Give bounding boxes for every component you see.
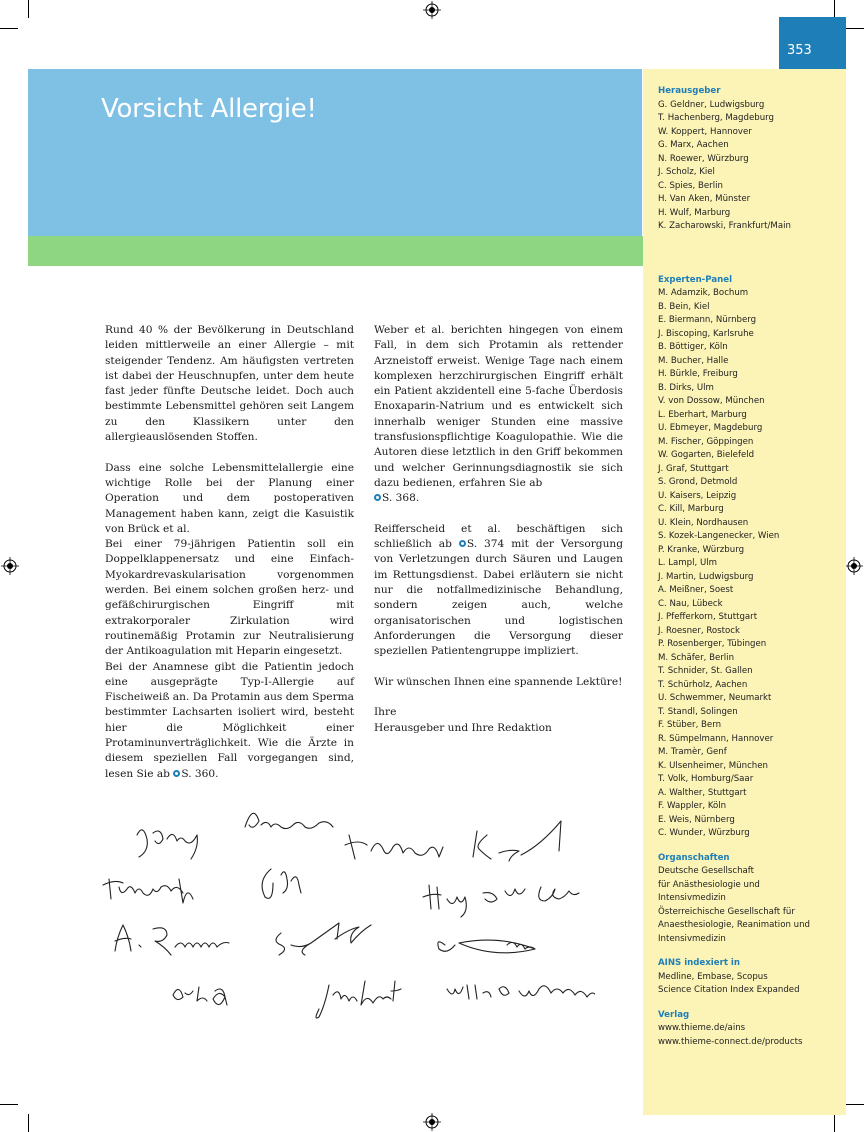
sidebar-list-item: J. Roesner, Rostock: [658, 625, 740, 636]
sidebar-list-item: W. Gogarten, Bielefeld: [658, 450, 755, 460]
sidebar-spacer: [658, 841, 844, 852]
sidebar-list-item: www.thieme.de/ains: [658, 1023, 746, 1033]
sidebar-list-item: E. Weis, Nürnberg: [658, 814, 735, 825]
sidebar-list-item: A. Walther, Stuttgart: [658, 787, 747, 798]
sidebar-list-item: Deutsche Gesellschaft: [658, 866, 755, 876]
sidebar-list-item: für Anästhesiologie und: [658, 879, 760, 890]
crop-mark: [846, 28, 864, 29]
registration-mark-icon: [423, 1, 441, 19]
sidebar-list-item: J. Scholz, Kiel: [658, 167, 715, 177]
verlag-heading: Verlag: [658, 1009, 690, 1020]
herausgeber-list: [658, 99, 844, 234]
registration-mark-icon: [845, 557, 863, 575]
sidebar-list-item: B. Bein, Kiel: [658, 301, 710, 312]
page-number: 353: [779, 17, 846, 67]
sidebar-spacer: [658, 946, 844, 957]
sidebar-list-item: B. Dirks, Ulm: [658, 382, 714, 393]
sidebar-list-item: M. Tramèr, Genf: [658, 747, 727, 757]
sidebar-list-item: L. Lampl, Ulm: [658, 558, 718, 568]
signature: [103, 879, 193, 903]
signature: [473, 821, 561, 861]
signature: [115, 925, 229, 955]
paragraph: Wir wünschen Ihnen eine spannende Lektüre!: [374, 675, 623, 688]
paragraph: Rund 40 % der Bevölkerung in Deutschland leiden mittlerweile an einer Allergie – mit steigender Tendenz. Am häufigsten vertreten ist dabei der Heuschnupfen, unter dem heute fast jeder fünfte Deutsche leidet. Doch auch bestimmte Lebensmittel gehören seit Langem zu den Klassikern unter den allergieauslösenden Stoffen.: [105, 324, 354, 444]
sidebar-list-item: C. Spies, Berlin: [658, 180, 723, 191]
paragraph-text: mit der Versorgung von Verletzungen durch Säuren und Laugen im Rettungsdienst. Dabei erläutern sie nicht nur die notfallmedizinische Behandlung, sondern zeigen auch, welche organisatorischen und logistischen Anforderungen die Versorgung dieser speziellen Patientengruppe impliziert.: [374, 538, 624, 658]
experten-list: [658, 287, 844, 841]
sidebar-list-item: U. Ebmeyer, Magdeburg: [658, 423, 763, 433]
sidebar-list-item: M. Fischer, Göppingen: [658, 436, 754, 447]
sidebar-list-item: K. Ulsenheimer, München: [658, 760, 768, 771]
sidebar-list-item: H. Wulf, Marburg: [658, 207, 731, 218]
signature: [137, 830, 197, 859]
sidebar-list-item: Medline, Embase, Scopus: [658, 971, 768, 982]
body-column-right: [374, 323, 623, 736]
organschaften-list: [658, 865, 844, 946]
indexiert-heading: AINS indexiert in: [658, 958, 740, 968]
registration-mark-icon: [1, 557, 19, 575]
sidebar-list-item: S. Kozek-Langenecker, Wien: [658, 531, 780, 541]
page-reference[interactable]: S. 360.: [181, 767, 219, 780]
sidebar-list-item: G. Geldner, Ludwigsburg: [658, 99, 765, 110]
sidebar-list-item: T. Schnider, St. Gallen: [658, 666, 753, 676]
closing-line: Herausgeber und Ihre Redaktion: [374, 721, 552, 734]
paragraph: [374, 522, 623, 660]
page-reference-icon: [459, 540, 466, 547]
sidebar-list-item: E. Biermann, Nürnberg: [658, 315, 757, 325]
registration-mark-icon: [423, 1113, 441, 1131]
signature: [447, 985, 595, 999]
sidebar-content: [658, 85, 844, 1049]
signature: [423, 885, 579, 917]
page-reference-icon: [374, 494, 381, 501]
sidebar-list-item: U. Schwemmer, Neumarkt: [658, 693, 772, 703]
paragraph-text: Bei der Anamnese gibt die Patientin jedoch eine ausgeprägte Typ-I-Allergie auf Fischeiweiß an. Da Protamin aus dem Sperma bestimmter Lachsarten isoliert wird, besteht hier die Möglichkeit einer Protaminunverträglichkeit. Wie die Ärzte in diesem speziellen Fall vorgegangen sind, lesen Sie ab: [105, 660, 354, 780]
signature: [173, 987, 227, 1005]
signature: [316, 981, 401, 1018]
sidebar-list-item: P. Kranke, Würzburg: [658, 544, 745, 555]
organschaften-heading: Organschaften: [658, 852, 730, 863]
sidebar-list-item: F. Stüber, Bern: [658, 720, 722, 730]
sidebar-list-item: W. Koppert, Hannover: [658, 126, 752, 137]
body-column-left: [105, 323, 354, 797]
paragraph: [105, 660, 354, 782]
closing-line: Ihre: [374, 706, 397, 719]
paragraph-text: Reifferscheid et al. beschäftigen sich schließlich ab: [374, 522, 623, 551]
sidebar-list-item: U. Klein, Nordhausen: [658, 517, 749, 528]
sidebar-list-item: M. Bucher, Halle: [658, 355, 729, 366]
sidebar-list-item: A. Meißner, Soest: [658, 585, 734, 595]
signature: [438, 940, 535, 953]
sidebar-list-item: S. Grond, Detmold: [658, 477, 738, 487]
verlag-list: [658, 1022, 844, 1049]
signature: [245, 813, 333, 828]
sidebar-list-item: J. Biscoping, Karlsruhe: [658, 328, 754, 339]
crop-mark: [28, 0, 29, 18]
sidebar-list-item: H. Van Aken, Münster: [658, 194, 751, 204]
paragraph-text: Weber et al. berichten hingegen von einem Fall, in dem sich Protamin als rettender Arzneistoff erweist. Wenige Tage nach einem komplexen herzchirurgischen Eingriff erhält ein Patient akzidentell eine 5-fache Überdosis Enoxaparin-Natrium und es entwickelt sich innerhalb weniger Stunden eine massive transfusionspflichtige Koagulopathie. Wie die Autoren diese letztlich in den Griff bekommen und welcher Gerinnungsdiagnostik sie sich dazu bedienen, erfahren Sie ab: [374, 324, 623, 489]
paragraph: [374, 323, 623, 507]
sidebar-list-item: N. Roewer, Würzburg: [658, 153, 749, 164]
sidebar-list-item: G. Marx, Aachen: [658, 140, 729, 150]
signature: [345, 835, 443, 859]
sidebar-list-item: T. Schürholz, Aachen: [658, 679, 748, 690]
sidebar-list-item: C. Kill, Marburg: [658, 504, 724, 514]
crop-mark: [846, 1104, 864, 1105]
sidebar-list-item: T. Hachenberg, Magdeburg: [658, 113, 774, 123]
sidebar-list-item: T. Volk, Homburg/Saar: [658, 774, 754, 784]
signature: [262, 869, 301, 898]
sidebar-list-item: www.thieme-connect.de/products: [658, 1036, 803, 1047]
signature: [276, 923, 371, 955]
sidebar-list-item: M. Adamzik, Bochum: [658, 288, 749, 298]
sidebar-list-item: L. Eberhart, Marburg: [658, 409, 747, 420]
sidebar-list-item: U. Kaisers, Leipzig: [658, 490, 737, 501]
indexiert-list: [658, 971, 844, 998]
sidebar-spacer: [658, 234, 844, 274]
crop-mark: [834, 1114, 835, 1132]
sidebar-list-item: H. Bürkle, Freiburg: [658, 369, 738, 379]
sidebar-list-item: Österreichische Gesellschaft für: [658, 906, 795, 917]
sidebar-list-item: P. Rosenberger, Tübingen: [658, 639, 767, 649]
sidebar-list-item: V. von Dossow, München: [658, 396, 765, 406]
sidebar-list-item: F. Wappler, Köln: [658, 801, 727, 811]
crop-mark: [0, 1104, 18, 1105]
sidebar-list-item: J. Graf, Stuttgart: [658, 463, 729, 474]
page-reference[interactable]: S. 374: [466, 538, 505, 551]
sidebar-list-item: Anaesthesiologie, Reanimation und: [658, 920, 810, 930]
herausgeber-heading: Herausgeber: [658, 86, 721, 96]
paragraph: Bei einer 79-jährigen Patientin soll ein Doppelklappenersatz und eine Einfach-Myokardrevaskularisation vorgenommen werden. Bei einem solchen großen herz- und gefäßchirurgischen Eingriff mit extrakorporaler Zirkulation wird routinemäßig Protamin zur Neutralisierung der Antikoagulation mit Heparin eingesetzt.: [105, 538, 354, 658]
sidebar-spacer: [658, 998, 844, 1009]
sidebar-list-item: C. Wunder, Würzburg: [658, 828, 750, 838]
crop-mark: [28, 1114, 29, 1132]
page-reference-icon: [173, 770, 180, 777]
sidebar-list-item: B. Böttiger, Köln: [658, 342, 728, 352]
paragraph: Dass eine solche Lebensmittelallergie eine wichtige Rolle bei der Planung einer Operation und dem postoperativen Management haben kann, zeigt die Kasuistik von Brück et al.: [105, 461, 354, 535]
experten-heading: Experten-Panel: [658, 274, 733, 285]
page-title: Vorsicht Allergie!: [101, 94, 317, 124]
sidebar-list-item: J. Martin, Ludwigsburg: [658, 571, 754, 582]
crop-mark: [834, 0, 835, 18]
sidebar-list-item: K. Zacharowski, Frankfurt/Main: [658, 221, 791, 231]
sidebar-list-item: Science Citation Index Expanded: [658, 985, 800, 995]
sidebar-list-item: Intensivmedizin: [658, 933, 726, 944]
sidebar-list-item: J. Pfefferkorn, Stuttgart: [658, 612, 758, 622]
sidebar: [643, 69, 846, 1115]
editor-signatures: [95, 795, 595, 1040]
crop-mark: [0, 28, 18, 29]
sidebar-list-item: M. Schäfer, Berlin: [658, 652, 735, 663]
sidebar-list-item: T. Standl, Solingen: [658, 706, 738, 717]
page-reference[interactable]: S. 368.: [382, 492, 420, 505]
sidebar-list-item: C. Nau, Lübeck: [658, 598, 723, 609]
sidebar-list-item: Intensivmedizin: [658, 893, 726, 903]
sidebar-list-item: R. Sümpelmann, Hannover: [658, 733, 774, 744]
